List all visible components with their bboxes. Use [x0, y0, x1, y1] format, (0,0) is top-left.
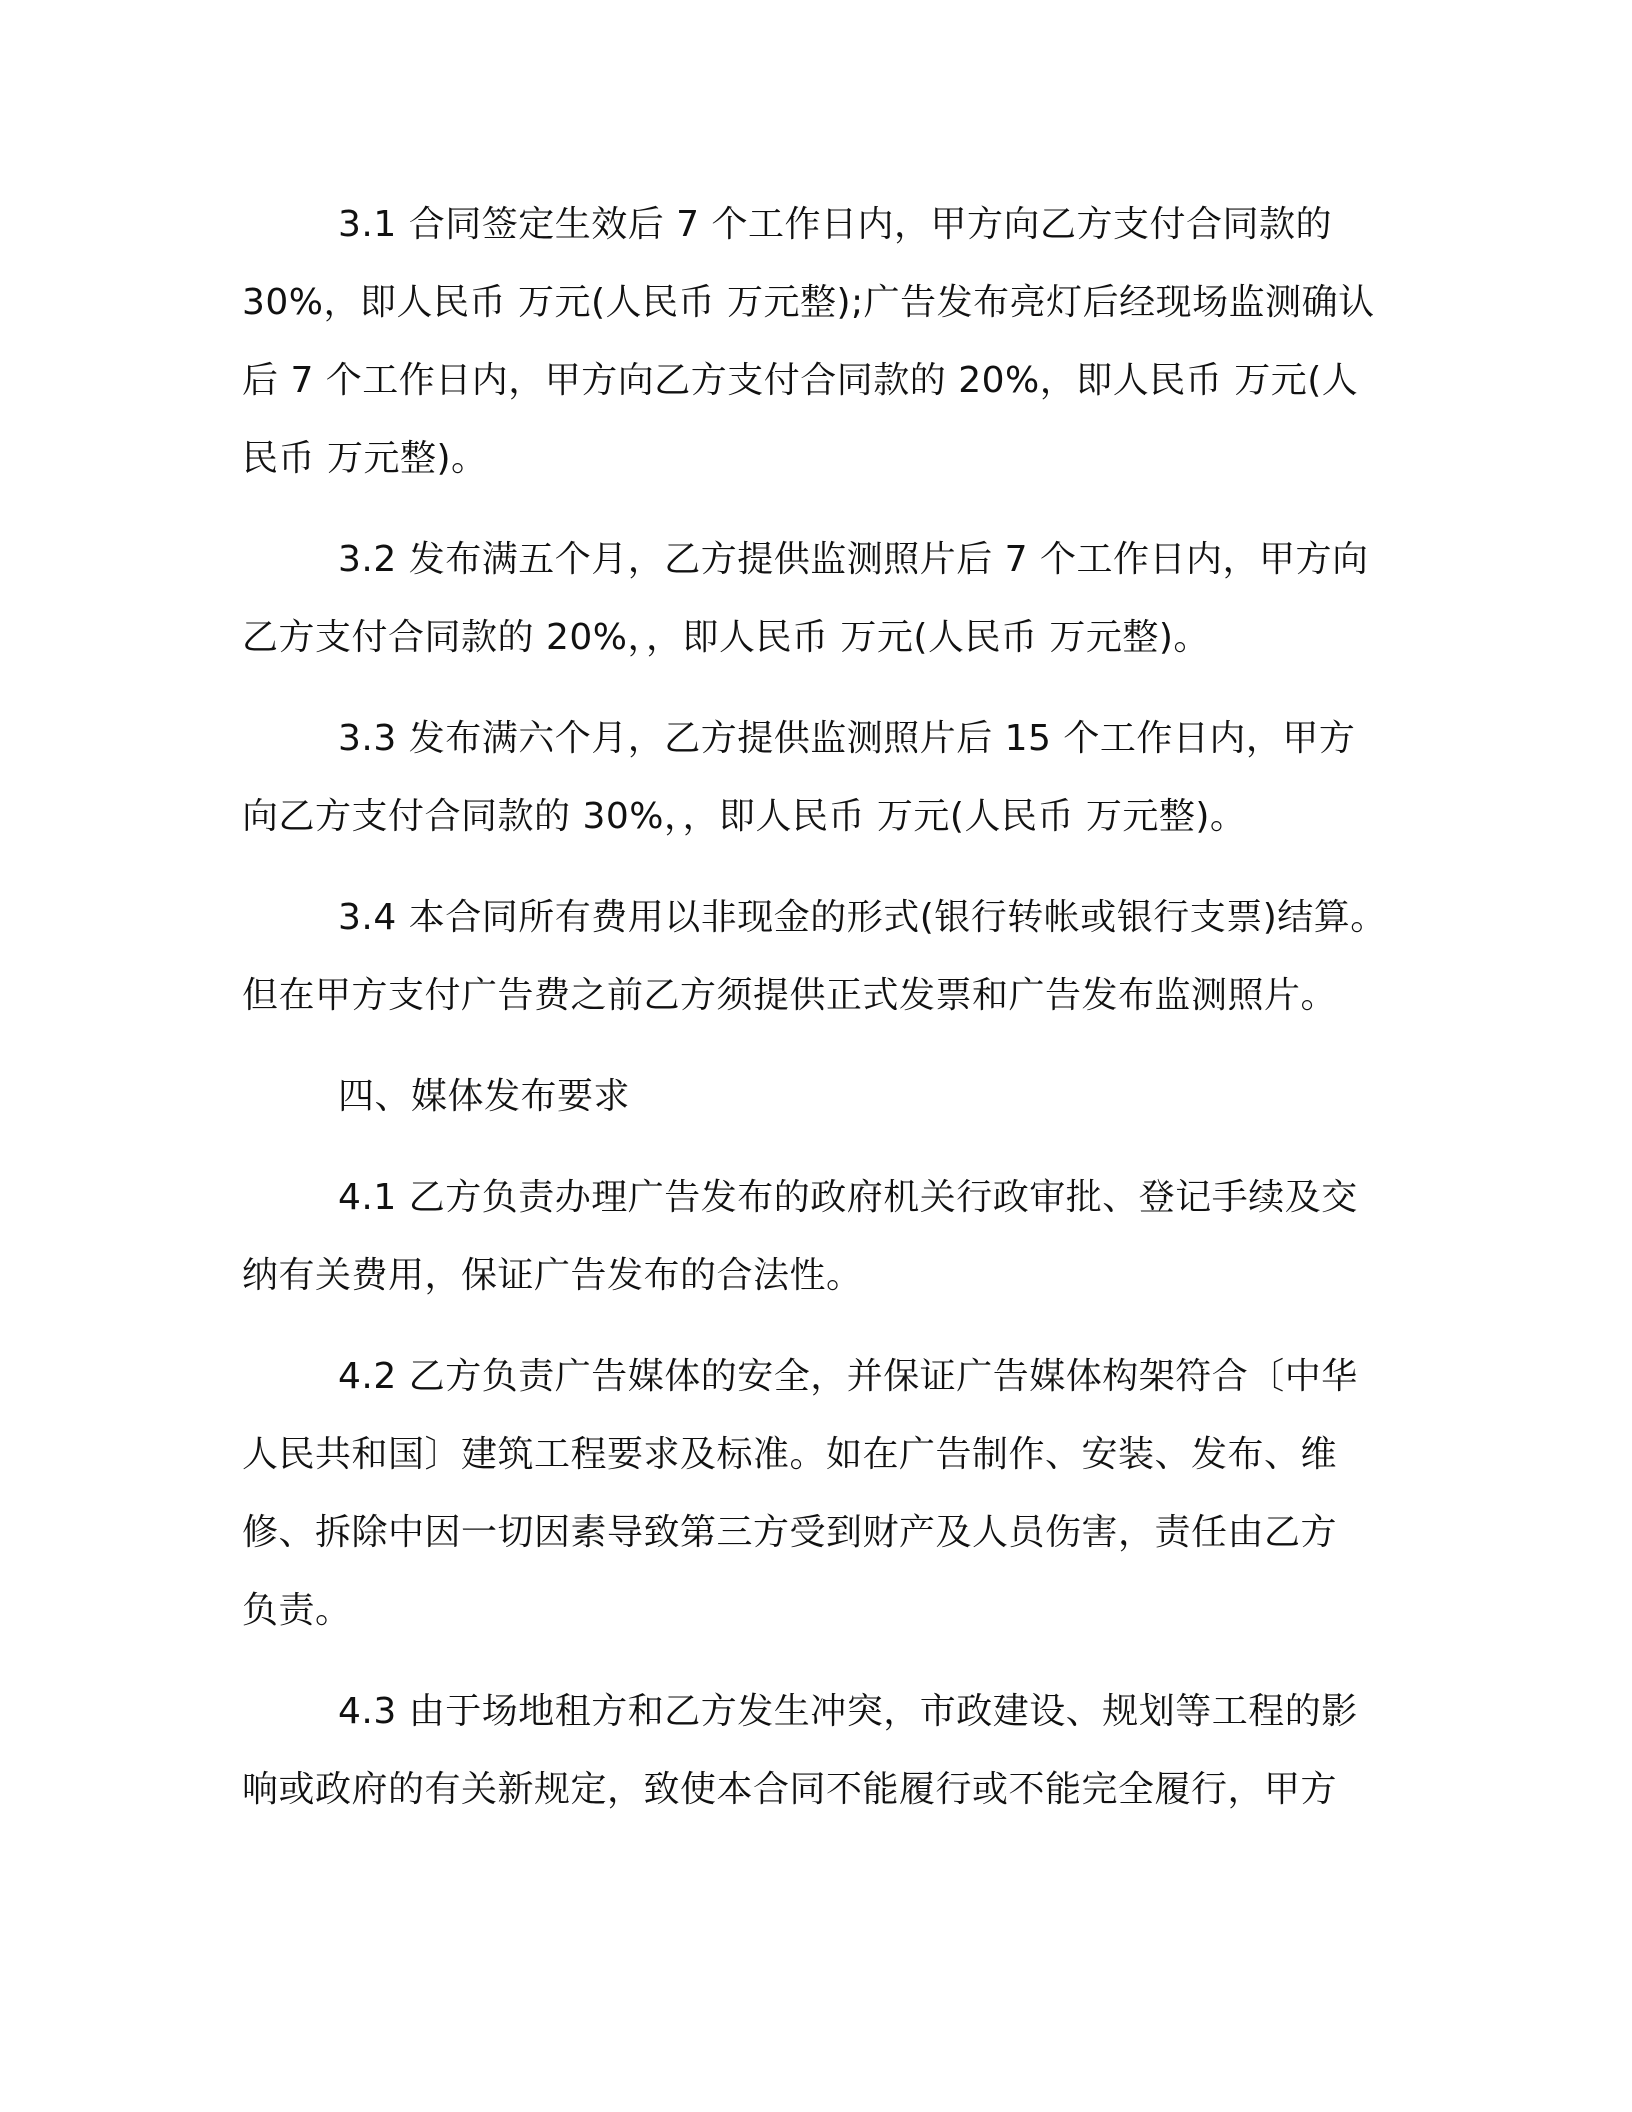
text-line: 4.3 由于场地租方和乙方发生冲突，市政建设、规划等工程的影: [338, 1691, 1358, 1732]
text-line: 纳有关费用，保证广告发布的合法性。: [242, 1255, 863, 1296]
text-line: 后 7 个工作日内，甲方向乙方支付合同款的 20%，即人民币 万元(人: [242, 360, 1359, 401]
clause-3-3: [242, 700, 1382, 856]
text-line: 响或政府的有关新规定，致使本合同不能履行或不能完全履行，甲方: [242, 1769, 1338, 1810]
document-body: [242, 186, 1387, 1852]
text-line: 3.4 本合同所有费用以非现金的形式(银行转帐或银行支票)结算。: [338, 897, 1387, 938]
clause-4-2: [242, 1338, 1382, 1650]
text-line: 3.3 发布满六个月，乙方提供监测照片后 15 个工作日内，甲方: [338, 718, 1356, 759]
text-line: 修、拆除中因一切因素导致第三方受到财产及人员伤害，责任由乙方: [242, 1512, 1338, 1553]
clause-4-3: [242, 1673, 1382, 1829]
text-line: 30%，即人民币 万元(人民币 万元整);广告发布亮灯后经现场监测确认: [242, 282, 1375, 323]
clause-4-1: [242, 1159, 1382, 1315]
clause-3-4: [242, 879, 1387, 1035]
text-line: 民币 万元整)。: [242, 438, 488, 479]
text-line: 向乙方支付合同款的 30%，，即人民币 万元(人民币 万元整)。: [242, 796, 1247, 837]
section-heading-4: [242, 1058, 1382, 1136]
clause-3-1: [242, 186, 1382, 498]
text-line: 负责。: [242, 1590, 352, 1631]
text-line: 人民共和国〕建筑工程要求及标准。如在广告制作、安装、发布、维: [242, 1434, 1338, 1475]
heading-text: 四、媒体发布要求: [338, 1076, 631, 1117]
text-line: 3.1 合同签定生效后 7 个工作日内，甲方向乙方支付合同款的: [338, 204, 1332, 245]
text-line: 但在甲方支付广告费之前乙方须提供正式发票和广告发布监测照片。: [242, 975, 1338, 1016]
text-line: 3.2 发布满五个月，乙方提供监测照片后 7 个工作日内，甲方向: [338, 539, 1369, 580]
clause-3-2: [242, 521, 1382, 677]
text-line: 4.1 乙方负责办理广告发布的政府机关行政审批、登记手续及交: [338, 1177, 1358, 1218]
text-line: 4.2 乙方负责广告媒体的安全，并保证广告媒体构架符合〔中华: [338, 1356, 1358, 1397]
text-line: 乙方支付合同款的 20%，，即人民币 万元(人民币 万元整)。: [242, 617, 1210, 658]
